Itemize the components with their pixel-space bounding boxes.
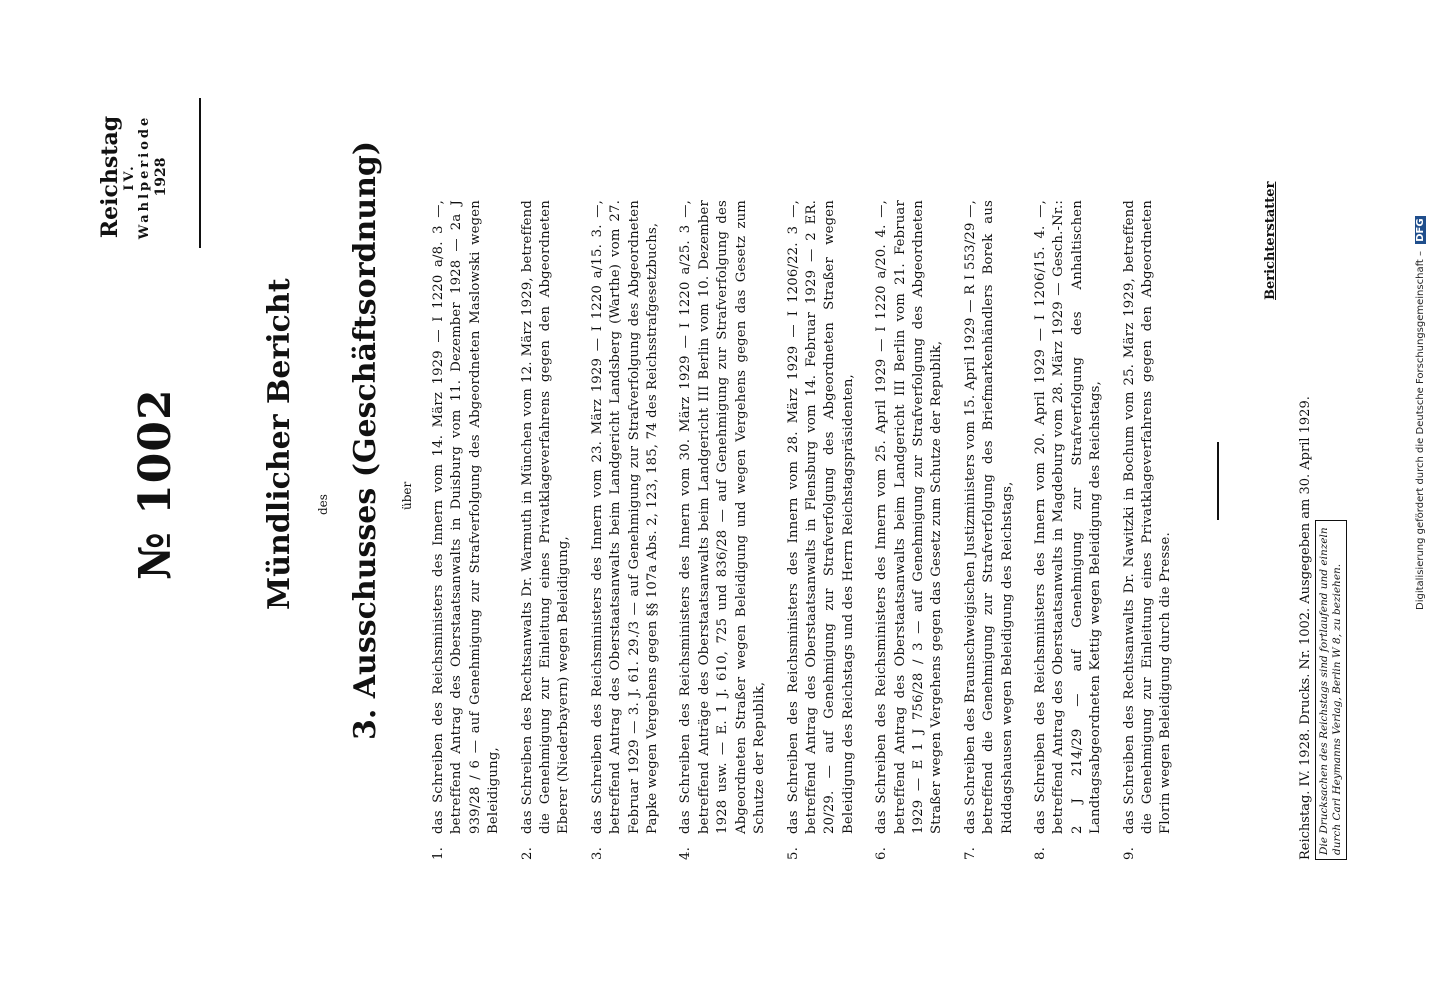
des-label: des [316, 494, 330, 515]
item-number: 3. [589, 847, 605, 860]
section-divider [1217, 442, 1219, 520]
item-number: 7. [962, 847, 978, 860]
item-number: 2. [519, 847, 535, 860]
list-item [430, 200, 504, 860]
item-text: das Schreiben des Reichsministers des Innern vom 14. März 1929 — I 1220 a/8. 3 —, betreffend Antrag des Oberstaatsanwalts in Duisburg vom 11. Dezember 1928 — 2a J 939/28 / 6 — auf Genehmigung zur Strafverfolgung des Abgeordneten Maslowski wegen Beleidigung, [431, 200, 502, 834]
list-item [962, 200, 1017, 860]
reichstag-header [98, 102, 169, 252]
header-rule [199, 98, 201, 248]
item-text: das Schreiben des Reichsministers des Innern vom 30. März 1929 — I 1220 a/25. 3 —, betreffend Anträge des Oberstaatsanwalts beim Landgericht III Berlin vom 10. Dezember 1928 usw. — E. 1 J. 610, 725 und 836/28 — auf Genehmigung zur Strafverfolgung des Abgeordneten Straßer wegen Beleidigung und wegen Vergehens gegen das Gesetz zum Schutze der Republik, [678, 200, 768, 834]
year-label: 1928 [153, 157, 170, 197]
wahlperiode-label: IV. Wahlperiode [122, 114, 153, 240]
item-text: das Schreiben des Braunschweigischen Justizministers vom 15. April 1929 — R I 553/29 —, betreffend die Genehmigung zur Strafverfolgung des Briefmarkenhändlers Borek aus Riddagshausen wegen Beleidigung des Reichstags, [962, 200, 1015, 834]
list-item [677, 200, 769, 860]
reichstag-title: Reichstag [97, 115, 123, 239]
item-list [430, 200, 1191, 860]
list-item [1121, 200, 1176, 860]
dfg-logo: DFG [1415, 218, 1426, 242]
item-number: 9. [1121, 847, 1137, 860]
dfg-note [1415, 216, 1426, 610]
item-text: das Schreiben des Reichsministers des Innern vom 28. März 1929 — I 1206/22. 3 —, betreffend Antrag des Oberstaatsanwalts in Flensburg vom 14. Februar 1929 — 2 ER. 20/29. — auf Genehmigung zur Strafverfolgung des Abgeordneten Straßer wegen Beleidigung des Reichstags und des Herrn Reichstagspräsidenten, [785, 200, 856, 834]
list-item [589, 200, 663, 860]
report-title: Mündlicher Bericht [262, 278, 297, 610]
item-text: das Schreiben des Rechtsanwalts Dr. Warmuth in München vom 12. März 1929, betreffend die Genehmigung zur Einleitung eines Privatklageverfahrens gegen den Abgeordneten Eberer (Niederbayern) wegen Beleidigung, [519, 200, 572, 834]
item-number: 1. [431, 847, 446, 860]
document-number: № 1002 [130, 388, 181, 580]
committee-title: 3. Ausschusses (Geschäftsordnung) [348, 140, 383, 740]
dfg-note-text: Digitalisierung gefördert durch die Deutsche Forschungsgemeinschaft – [1415, 250, 1426, 610]
item-text: das Schreiben des Reichsministers des Innern vom 20. April 1929 — I 1206/15. 4. —, betreffend Antrag des Oberstaatsanwalts in Magdeburg vom 28. März 1929 — Gesch.-Nr.: 2 J 214/29 — auf Genehmigung zur Strafverfolgung des Anhaltischen Landtagsabgeordneten Kettig wegen Beleidigung des Reichstags, [1032, 200, 1104, 834]
item-text: das Schreiben des Reichsministers des Innern vom 23. März 1929 — I 1220 a/15. 3. —, betreffend Antrag des Oberstaatsanwalts beim Landgericht Landsberg (Warthe) vom 27. Februar 1929 — 3. J. 61. 29./3 — auf Genehmigung zur Strafverfolgung des Abgeordneten Papke wegen Vergehens gegen §§ 107a Abs. 2, 123, 185, 74 des Reichsstrafgesetzbuchs, [589, 200, 661, 834]
item-number: 6. [874, 847, 890, 860]
footer-publisher-box: Die Drucksachen des Reichstags sind fortlaufend und einzeln durch Carl Heymanns Verlag, Berlin W 8, zu beziehen. [1315, 520, 1347, 860]
item-number: 5. [785, 847, 801, 860]
list-item [785, 200, 859, 860]
item-text: das Schreiben des Rechtsanwalts Dr. Nawitzki in Bochum vom 25. März 1929, betreffend die Genehmigung zur Einleitung eines Privatklageverfahrens gegen den Abgeordneten Florin wegen Beleidigung durch die Presse. [1121, 200, 1174, 834]
item-number: 8. [1032, 847, 1048, 860]
list-item [519, 200, 574, 860]
list-item [873, 200, 947, 860]
list-item [1032, 200, 1106, 860]
footer-line: Reichstag. IV. 1928. Drucks. Nr. 1002. Ausgegeben am 30. April 1929. [1298, 396, 1313, 860]
item-text: das Schreiben des Reichsministers des Innern vom 25. April 1929 — I 1220 a/20. 4. —, betreffend Antrag des Oberstaatsanwalts beim Landgericht III Berlin vom 21. Februar 1929 — E 1 J 756/28 / 3 — auf Genehmigung zur Strafverfolgung des Abgeordneten Straßer wegen Vergehens gegen das Gesetz zum Schutze der Republik, [874, 200, 945, 834]
item-number: 4. [678, 847, 694, 860]
ueber-label: über [400, 481, 414, 510]
document-page [97, 114, 1426, 1000]
reporter-label: Berichterstatter [1263, 181, 1278, 300]
